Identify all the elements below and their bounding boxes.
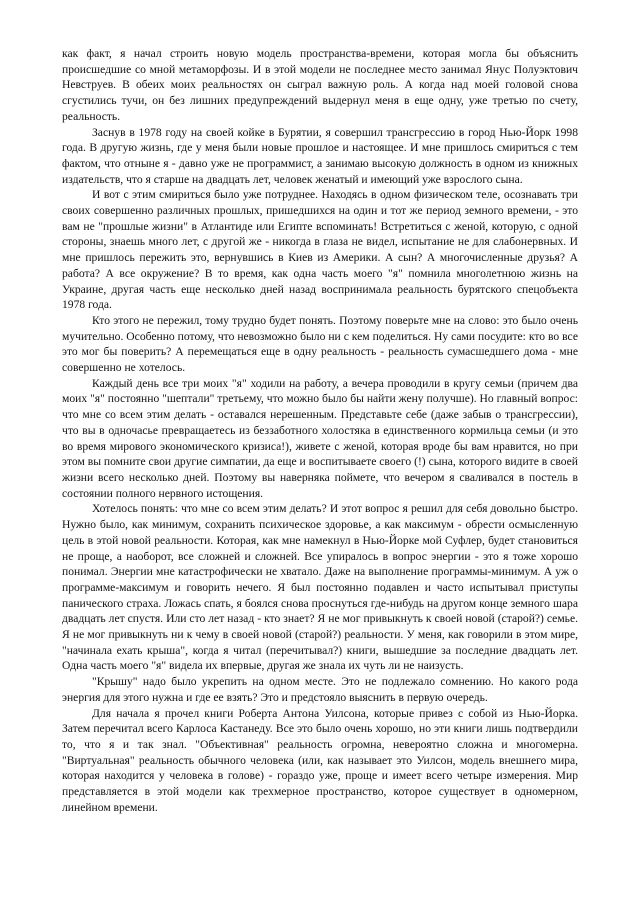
paragraph-1: как факт, я начал строить новую модель пространства-времени, которая могла бы объяснить происшедшие со мной метаморфозы. И в этой модели не последнее место занимал Янус Полуэктович Невструев. В обеих моих реальностях он сыграл важную роль. А когда над моей головой снова сгустились тучи, он без лишних предупреждений выдернул меня в еще одну, уже третью по счету, реальность. [62,47,578,123]
paragraph-4: Кто этого не пережил, тому трудно будет понять. Поэтому поверьте мне на слово: это было очень мучительно. Особенно потому, что невозможно было ни с кем поделиться. Ну сами посудите: кто во все это мог бы поверить? А перемещаться еще в одну реальность - реальность сумасшедшего дома - мне совершенно не хотелось. [62,313,578,375]
paragraph-8: Для начала я прочел книги Роберта Антона Уилсона, которые привез с собой из Нью-Йорка. Затем перечитал всего Карлоса Кастанеду. Все это было очень хорошо, но эти книги лишь подтвердили то, что я и так знал. "Объективная" реальность огромна, невероятно сложна и многомерна. "Виртуальная" реальность обычного человека (или, как называет это Уилсон, модель внешнего мира, которая находится у человека в голове) - гораздо уже, проще и имеет всего четыре измерения. Мир представляется в этой модели как трехмерное пространство, которое существует в одномерном, линейном времени. [62,706,578,814]
paragraph-6: Хотелось понять: что мне со всем этим делать? И этот вопрос я решил для себя довольно быстро. Нужно было, как минимум, сохранить психическое здоровье, а как максимум - обрести осмысленную цель в этой новой реальности. Которая, как мне намекнул в Нью-Йорке мой Суфлер, будет становиться не проще, а наоборот, все сложней и сложней. Все упиралось в вопрос энергии - это я тоже хорошо понимал. Энергии мне катастрофически не хватало. Даже на выполнение программы-минимум. А уж о программе-максимум и говорить нечего. Я был постоянно подавлен и часто испытывал приступы панического страха. Ложась спать, я боялся снова проснуться где-нибудь на другом конце земного шара двадцать лет спустя. Или сто лет назад - кто знает? Я не мог привыкнуть к своей новой (старой?) семье. Я не мог привыкнуть ни к чему в своей новой (старой?) реальности. У меня, как говорили в этом мире, "начинала ехать крыша", когда я читал (перечитывал?) книги, вышедшие за последние двадцать лет. Одна часть моего "я" видела их впервые, другая же знала их чуть ли не наизусть. [62,502,578,673]
paragraph-2: Заснув в 1978 году на своей койке в Бурятии, я совершил трансгрессию в город Нью-Йорк 1998 года. В другую жизнь, где у меня были новые прошлое и настоящее. И мне пришлось смириться с тем фактом, что отныне я - давно уже не программист, а занимаю высокую должность в одном из книжных издательств, что я старше на двадцать лет, человек женатый и имеющий уже взрослого сына. [62,125,578,186]
paragraph-3: И вот с этим смириться было уже потруднее. Находясь в одном физическом теле, осознавать три своих совершенно различных прошлых, пришедшихся на один и тот же период земного времени, - это вам не "прошлые жизни" в Атлантиде или Египте вспоминать! Встретиться с женой, которую, с одной стороны, знаешь много лет, с другой же - никогда в глаза не видел, испытание не для слабонервных. И мне пришлось пережить это, вернувшись в Киев из Америки. А сын? А многочисленные друзья? А работа? А все окружение? В то время, как одна часть моего "я" помнила многолетнюю жизнь на Украине, другая часть еще несколько дней назад воспринимала реальность бурятского спецобъекта 1978 года. [62,188,578,312]
document-page [62,46,578,815]
paragraph-5: Каждый день все три моих "я" ходили на работу, а вечера проводили в кругу семьи (причем два моих "я" постоянно "шептали" третьему, что можно было бы найти жену получше). Но главный вопрос: что мне со всем этим делать - оставался нерешенным. Представьте себе (даже забыв о трансгрессии), что вы в одночасье превращаетесь из беззаботного холостяка в единственного кормильца семьи (и это во время мирового экономического кризиса!), живете с женой, которая вроде бы вам нравится, но при этом вы помните свои другие симпатии, да еще и воспитываете своего (!) сына, которого видите в своей жизни всего несколько дней. Поэтому вы наверняка поймете, что вечером я сваливался в постель в состоянии полного нервного истощения. [62,376,578,500]
paragraph-7: "Крышу" надо было укрепить на одном месте. Это не подлежало сомнению. Но какого рода энергия для этого нужна и где ее взять? Это и предстояло выяснить в первую очередь. [62,675,578,704]
